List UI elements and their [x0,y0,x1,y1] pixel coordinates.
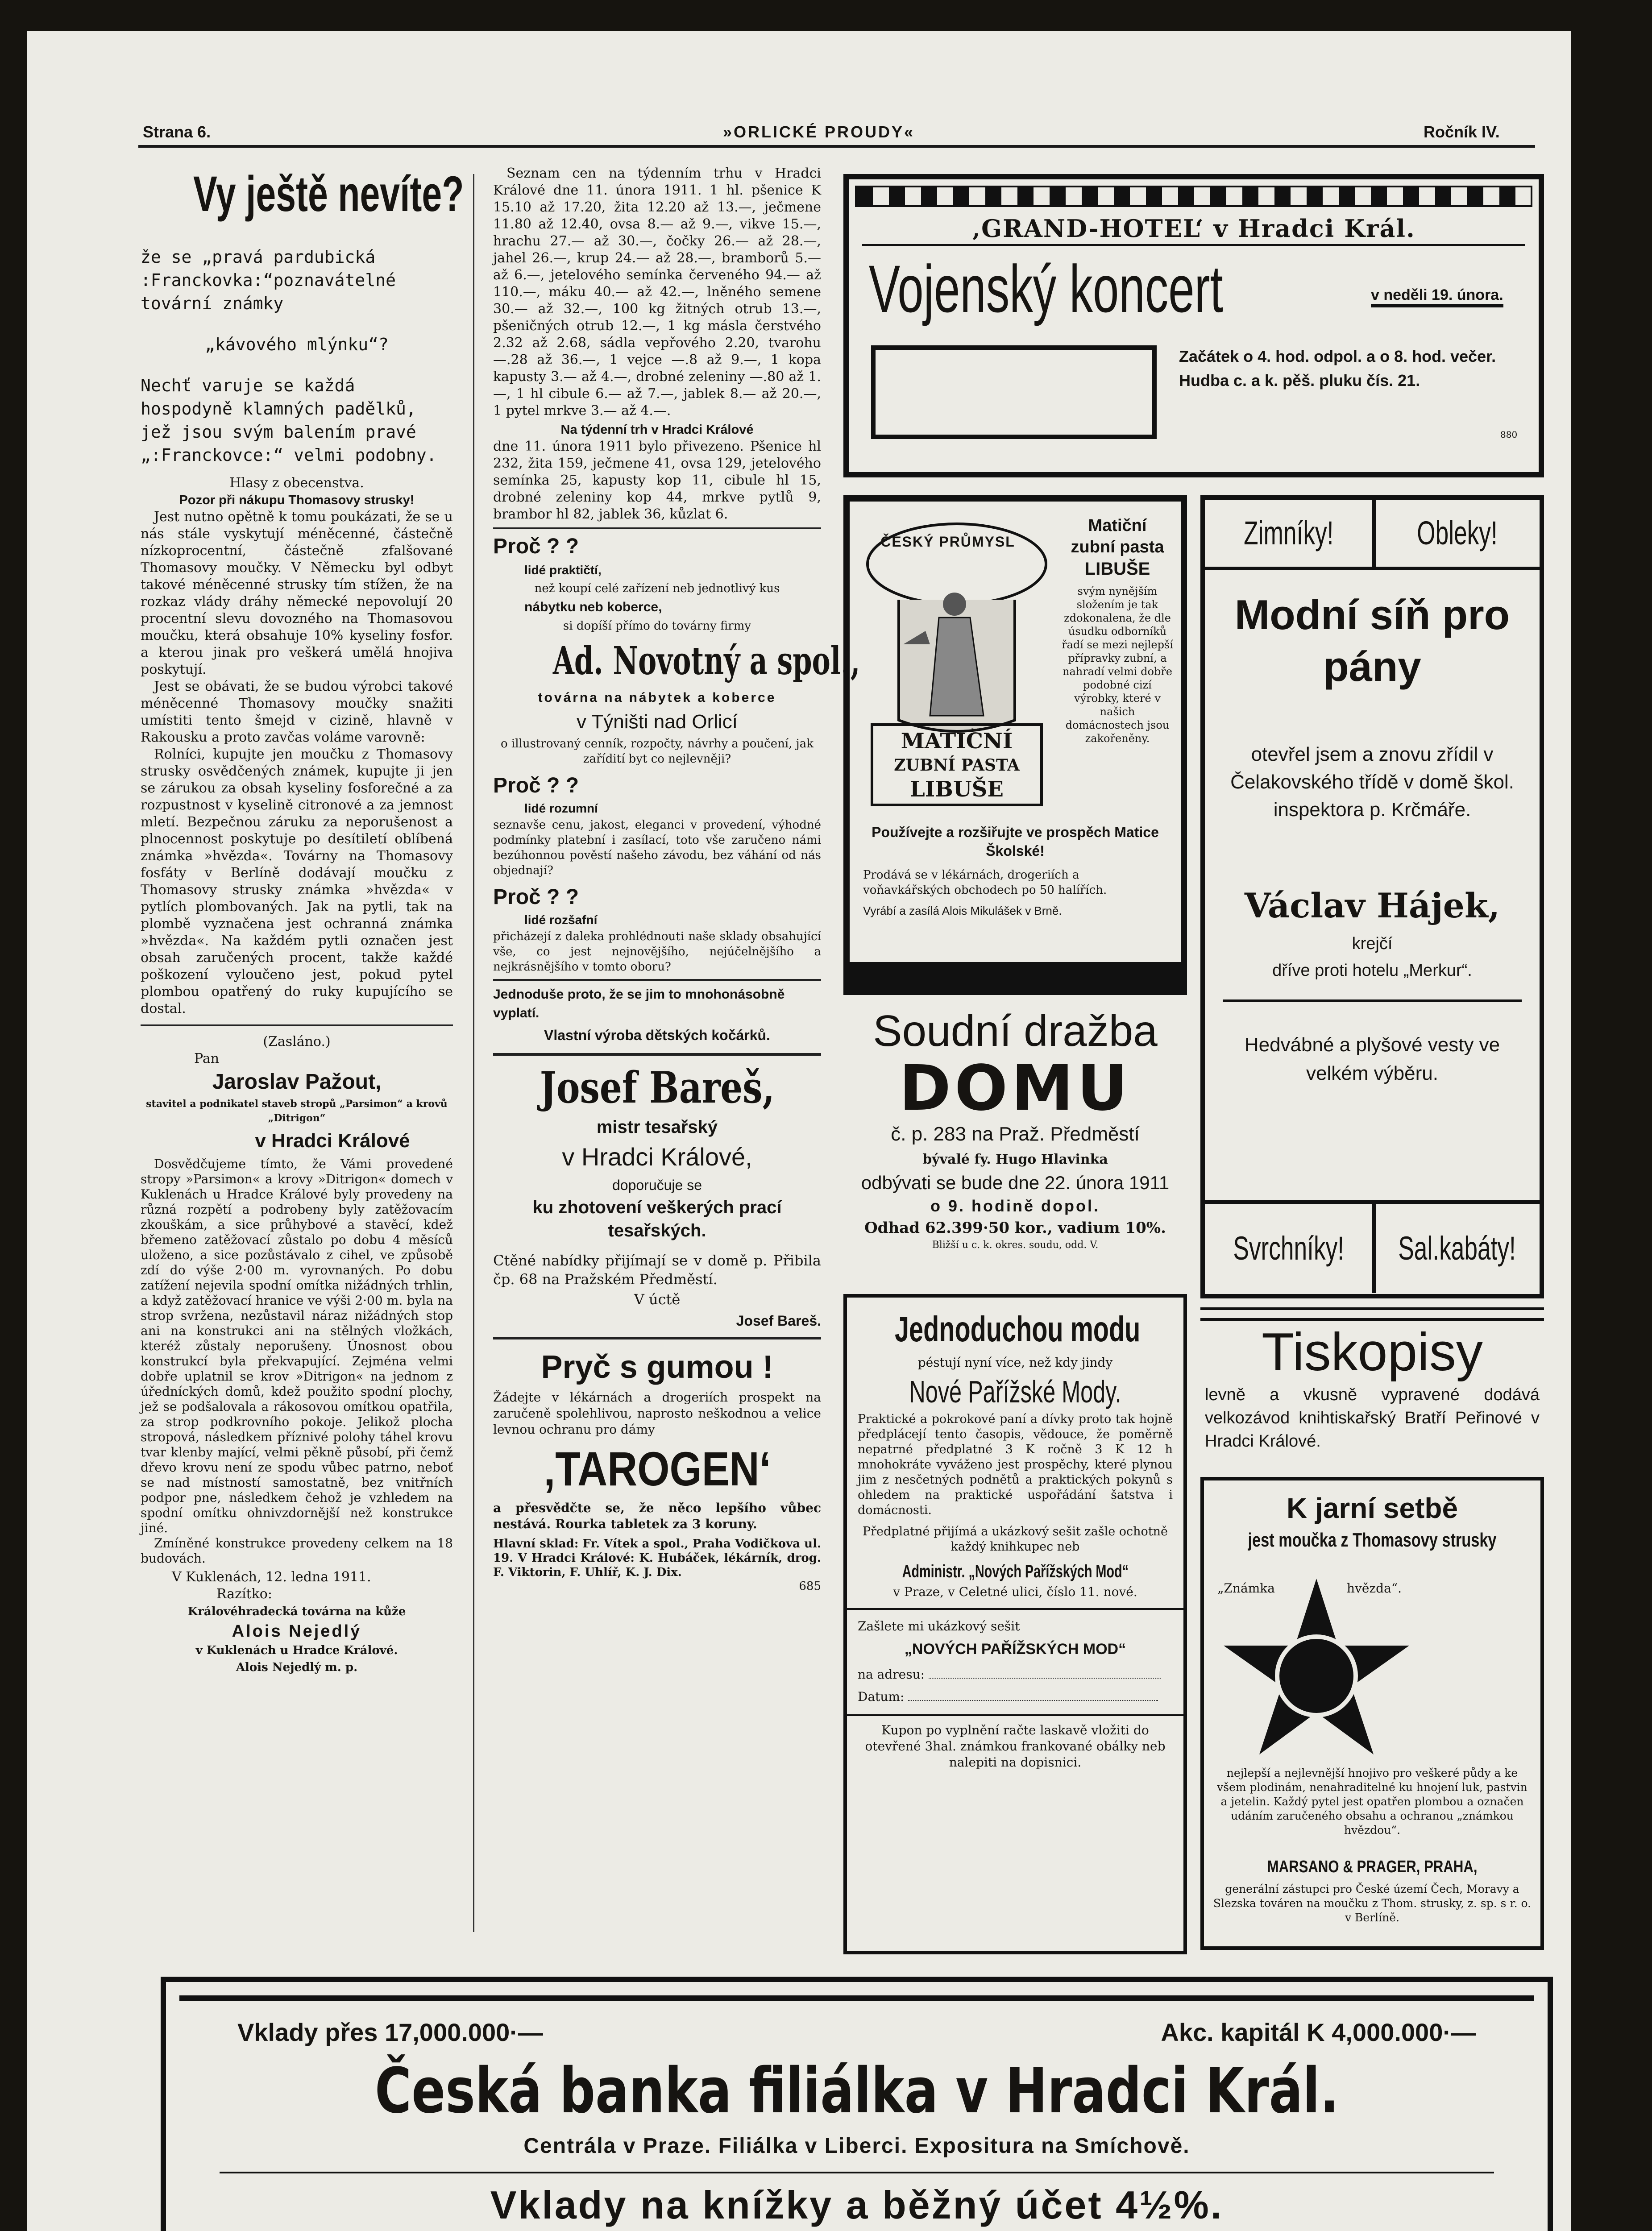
tarogen-logo: ‚TAROGEN‘ [543,1442,771,1496]
reasonable-text: seznavše cenu, jakost, eleganci v provedení, výhodné podmínky platební i zasílací, toto vše zaručeno námi bezúhonnou pověstí našeho závodu, bez váhání od nás objednají? [493,818,821,877]
bank-books: Vklady na knížky a běžný účet 4½%. [490,2183,1224,2227]
stamp-line-3: v Kuklenách u Hradce Králové. [195,1644,398,1657]
libuse-title-2: zubní pasta [1071,538,1164,556]
tube-line-2: ZUBNÍ PASTA [894,756,1020,775]
print-title: Tiskopisy [1262,1322,1483,1382]
warn-para-1: Jest nutno opětně k tomu poukázati, že se u nás stále vyskytují méněcenné, částečně nízkoprocentní, částečně zfalšované Thomasovy moučky. V Německu byl odbyt takové méněcenné strusky tím stížen, že na rozkaz vlády dráhy německé nepovolují 20 procentní slevu dovozného na Thomasovou moučku, která obsahuje 10% kyseliny fosfor. a kterou jinak pro veškerá umělá hnojiva poskytují. [141,509,453,677]
thomas-ad [1200,1477,1544,1950]
letter-date: V Kuklenách, 12. ledna 1911. [172,1569,371,1585]
tarogen-text: a přesvědčte se, že něco lepšího vůbec nestává. Rourka tabletek za 3 koruny. [493,1501,821,1531]
header-rule [138,145,1535,148]
why-heading-3: Proč ? ? [493,885,579,909]
typed-line-3: Nechť varuje se každá hospodyně klamných padělků, jež jsou svým balením pravé „:Franckovce:“ velmi podobny. [141,376,437,465]
thomas-firm: MARSANO & PRAGER, PRAHA, [1267,1858,1478,1876]
thomas-title-2: jest moučka z Thomasovy strusky [1248,1529,1497,1551]
thomas-title-1: K jarní setbě [1286,1492,1458,1524]
tailor-tag-4: Sal.kabáty! [1398,1230,1516,1267]
tailor-tag-3: Svrchníky! [1233,1230,1344,1267]
auction-owner: bývalé fy. Hugo Hlavinka [922,1152,1108,1167]
market-prices: Seznam cen na týdenním trhu v Hradci Králové dne 11. února 1911. 1 hl. pšenice K 15.10 až 17.20, žita 12.20 až 13.—, ječmene 11.80 až 12.40, ovsa 8.— až 9.—, vikve 15.—, hrachu 27.— až 30.—, čočky 26.— až 28.—, jahel 26.—, krup 24.— až 28.—, bramborů 5.— až 6.—, jetelového semínka červeného 94.— až 110.—, máku 40.— až 42.—, lněného semene 30.— až 32.—, 100 kg žitných otrub 13.—, pšeničných otrub 12.—, 1 kg másla čerstvého 2.32 až 2.68, sádla vepřového 2.20, tvarohu —.28 až 36.—, 1 vejce —.8 až 9.—, 1 kopa kapusty 3.— až 4.—, drobné zeleniny —.80 až 1.—, 1 hl cibule 6.— až 7.—, jablek 8.— až 20.—, 1 pytel mrkve 3.— až 4.—. [493,166,821,419]
pan-label: Pan [194,1051,220,1066]
coupon-address-field[interactable] [929,1678,1161,1679]
auction-address: č. p. 283 na Praž. Předměstí [891,1123,1140,1145]
concert-info: Začátek o 4. hod. odpol. a o 8. hod. večer. Hudba c. a k. pěš. pluku čís. 21. [1179,347,1496,390]
libuse-text: svým nynějším složením je tak zdokonalena, že dle úsudku odborníků řadí se mezi nejlepší přípravky zubní, a nahradí velmi dobře podobné cizí výrobky, které v našich domácnostech jsou zakořeněny. [1062,585,1173,745]
auction-when: odbývati se bude dne 22. února 1911 [861,1172,1170,1193]
bank-capital: Akc. kapitál K 4,000.000·— [1161,2018,1476,2046]
fashion-name: Nové Pařížské Mody. [909,1374,1121,1409]
hotel-name: ‚GRAND-HOTEL‘ v Hradci Král. [972,214,1415,243]
thomas-text: nejlepší a nejlevnější hnojivo pro veškeré půdy a ke všem plodinám, nenahraditelné ku hnojení luk, pastvin a jetelin. Každý pytel jest opatřen plombou a označen udáním zaručeného obsahu a ochranou „známkou hvězdou“. [1217,1767,1527,1837]
letter-text: Dosvědčujeme tímto, že Vámi provedené stropy »Parsimon« a krovy »Ditrigon« domech v Kuklenách u Hradce Králové byly provedeny na různá rozpětí a podrobeny byly zatěžovacím zkouškám, a sice průhybové a stavěcí, kdež břemeno zatěžovací zůstalo po dobu 4 měsíců uloženo, a sice pozůstávalo z cihel, ve způsobě zdí do výše 2·00 m. vyrovnaných. Po dobu zatížení nejevila spodní omítka nižádných trhlin, a když zatěžovací hranice ve výši 2·00 m. byla na strop svržena, nezůstavil náraz nižádných stop ani na konstrukci ani na stělných vložkách, kteréž zůstaly neporušeny. Únosnost obou konstrukcí byla překvapující. Zejména velmi dobře uplatnil se krov »Ditrigon« na jednom z úředníckých domů, kdež použito spodní plochy, jež se podšalovala a rákosovou omítkou opatřila, za strop podkrovního pokoje. Jelikož plocha stropová, následkem příznivé polohy táhel krovu tvar klenby mající, velmi pěkně působí, při čemž dřevo krovu není ze spodu vůbec patrno, neboť se nad místností samostatně, bez vnitřních podpor pne, následkem čehož je vzhledem na spodní omítku ohnivzdornější než konstrukce jiné. [141,1157,453,1535]
gumou-text: Žádejte v lékárnách a drogeriích prospekt na zaručeně spolehlivou, naprosto neškodnou a velice levnou ochranu pro dámy [493,1390,821,1437]
print-ad [1200,1307,1544,1459]
practical-text: než koupí celé zařízení neb jednotlivý kus [534,582,780,595]
warn-para-2: Jest se obávati, že se budou výrobci takové méněcenné Thomasovy moučky snažiti umístiti tento šmejd v cizině, hlavně v Rakousku a proto zavčas voláme varovně: [141,679,453,745]
fashion-text: Praktické a pokrokové paní a dívky proto tak hojně předplácejí tento časopis, vědouce, že poměrně nepatrné předplatné 3 K ročně 3 K 12 h mnohokráte vyváženo jest prospěchy, které plynou jim z nesčetných podnětů a praktických pokynů s ohledem na praktické uspořádání šatstva i domácnosti. [858,1412,1173,1517]
warn-title: Pozor při nákupu Thomasovy strusky! [179,493,415,507]
column-2 [493,165,860,1963]
tarogen-shop: Hlavní sklad: Fr. Vítek a spol., Praha Vodičkova ul. 19. V Hradci Králové: K. Hubáček, lékárník, drog. F. Viktorin, F. Uhlíř, K. J. Dix. [493,1537,821,1579]
separator [141,1024,453,1026]
why-heading-1: Proč ? ? [493,535,579,558]
thomas-mark-1: „Známka [1217,1581,1275,1596]
separator [493,979,821,981]
tailor-where: dříve proti hotelu „Merkur“. [1272,961,1472,980]
art-nouveau-frame [855,186,1532,207]
ad-number: 880 [1500,429,1518,440]
fashion-prepaid: Předplatné přijímá a ukázkový sešit zašle ochotně každý knihkupec neb [862,1525,1168,1554]
stamp-line-4: Alois Nejedlý m. p. [236,1661,358,1674]
novotny-trade: továrna na nábytek a koberce [538,690,776,705]
libuse-title-1: Matiční [1088,516,1147,535]
star-icon [1209,1570,1424,1766]
separator [493,1337,821,1339]
print-text: levně a vkusně vypravené dodává velkozávod knihtiskařský Bratří Peřinové v Hradci Králové. [1205,1385,1540,1451]
stamp-label: Razítko: [216,1586,272,1602]
libuse-title-3: LIBUŠE [1084,559,1150,579]
contractor-city: v Hradci Králové [255,1130,410,1152]
concert-title: Vojenský koncert [869,251,1223,326]
blank-panel [871,345,1157,439]
bares-regards: V úctě [634,1291,681,1308]
novotny-firm: Ad. Novotný a spol., [552,639,860,684]
tailor-tag-2: Obleky! [1416,514,1498,552]
newspaper-page [27,31,1571,2231]
fashion-admin-addr: v Praze, v Celetné ulici, číslo 11. nové. [893,1584,1137,1599]
coupon-date-label: Datum: [858,1689,905,1704]
bares-name: Josef Bareš, [540,1062,775,1113]
letter-note: Zmíněné konstrukce provedeny celkem na 18 budovách. [141,1536,453,1566]
typed-line-2: „kávového mlýnku“? [205,335,389,354]
badge-text: ČESKÝ PRŮMYSL [880,534,1015,550]
libuse-use: Používejte a rozšiřujte ve prospěch Matice Školské! [872,824,1159,859]
furniture-text: si dopíší přímo do továrny firmy [563,619,751,633]
bares-trade: mistr tesařský [596,1117,718,1137]
bares-city: v Hradci Králové, [562,1143,752,1171]
bank-ad [161,1977,1553,2231]
stamp-line-2: Alois Nejedlý [232,1622,362,1641]
libuse-ad [843,495,1187,995]
coupon-instructions: Kupon po vyplnění račte laskavě vložiti do otevřené 3hal. známkou frankované obálky neb nalepiti na dopisnici. [865,1723,1166,1770]
stamp-line-1: Královéhradecká továrna na kůže [187,1605,406,1618]
market2-title: Na týdenní trh v Hradci Králové [560,423,754,437]
paper-title: »ORLICKÉ PROUDY« [723,123,915,141]
own-production: Vlastní výroba dětských kočárků. [544,1027,770,1043]
furniture: nábytku neb koberce, [524,600,662,614]
reasonable: lidé rozumní [524,801,598,815]
page-number: Strana 6. [143,123,211,141]
tailor-title: Modní síň pro pány [1234,591,1510,690]
coupon-address-label: na adresu: [858,1667,925,1682]
auction-title: Soudní dražba [873,1006,1158,1055]
fashion-admin: Administr. „Nových Pařížských Mod“ [902,1562,1129,1581]
tube-line-3: LIBUŠE [910,777,1004,802]
coupon-magazine: „NOVÝCH PAŘÍŽSKÝCH MOD“ [904,1641,1126,1658]
tailor-vests: Hedvábné a plyšové vesty ve velkém výběru. [1244,1034,1500,1084]
thoughtful-text: přicházejí z daleka prohlédnouti naše sklady obsahující vše, co jest nejnovějšího, nejúčelnějšího a nejkrásnějšího v tomto oboru? [493,930,821,974]
coupon-send: Zašlete mi ukázkový sešit [858,1619,1020,1634]
auction-time: o 9. hodině dopol. [930,1197,1100,1215]
fashion-ad [843,1294,1187,1954]
tailor-tag-1: Zimníky! [1243,514,1334,552]
bares-work: ku zhotovení veškerých prací tesařských. [532,1198,782,1240]
bank-branches: Centrála v Praze. Filiálka v Liberci. Expositura na Smíchově. [523,2134,1190,2158]
volume-number: Ročník IV. [1424,123,1500,141]
bank-deposits: Vklady přes 17,000.000·— [237,2018,543,2046]
why-heading-2: Proč ? ? [493,774,579,797]
grand-hotel-ad [843,174,1544,477]
auction-ad [843,1004,1187,1272]
section-source: Hlasy z obecenstva. [229,475,364,491]
contractor-trade: stavitel a podnikatel staveb stropů „Parsimon“ a krovů „Ditrigon“ [146,1098,448,1124]
concert-date: v neděli 19. února. [1371,286,1503,307]
thomas-agent: generální zástupci pro České území Čech, Moravy a Slezska továren na moučku z Thom. strusky, z. sp. s r. o. v Berlíně. [1213,1883,1532,1924]
contractor-name: Jaroslav Pažout, [212,1070,382,1094]
separator [493,527,821,529]
thomas-mark-2: hvězda“. [1347,1581,1402,1596]
market-arrivals: dne 11. února 1911 bylo přivezeno. Pšenice hl 232, žita 159, ječmene 41, ovsa 129, jetelového semínka 25, kapusty kop 11, cibule hl 15, drobné zeleniny kop 44, mrkve pytlů 9, brambor hl 82, jablek 36, kůzlat 6. [493,439,821,522]
novotny-text: o illustrovaný cenník, rozpočty, návrhy a poučení, jak zařídití byt co nejlevněji? [501,737,814,766]
novotny-city: v Týništi nad Orlicí [576,711,738,733]
column-1 [141,161,464,1968]
libuse-sold: Prodává se v lékárnách, drogeriích a voňavkářských obchodech po 50 halířích. [863,868,1107,897]
zaslano: (Zasláno.) [263,1034,331,1049]
headline: Vy ještě nevíte? [193,166,464,222]
thoughtful: lidé rozšafní [524,913,598,927]
tarogen-number: 685 [799,1580,821,1593]
separator [493,1053,821,1056]
tube-line-1: MATIČNÍ [901,729,1013,754]
tailor-ad [1200,495,1544,1298]
column-divider [473,174,474,1932]
fashion-title: Jednoduchou modu [895,1309,1141,1349]
bank-name: Česká banka filiálka v Hradci Král. [374,2055,1339,2127]
coupon-date-field[interactable] [908,1700,1158,1701]
tailor-name: Václav Hájek, [1244,886,1500,925]
auction-court: Bližší u c. k. okres. soudu, odd. V. [932,1240,1099,1251]
practical: lidé praktičtí, [524,563,602,577]
gumou-title: Pryč s gumou ! [541,1349,773,1385]
typed-line-1: že se „pravá pardubická :Franckovka:“poznavátelné tovární známky [141,247,396,313]
tailor-trade: krejčí [1352,934,1393,953]
bares-signature: Josef Bareš. [736,1313,821,1329]
auction-value: Odhad 62.399·50 kor., vadium 10%. [864,1219,1166,1237]
answer: Jednoduše proto, že se jim to mnohonásobně vyplatí. [493,987,785,1020]
fashion-sub: péstují nyní více, než kdy jindy [917,1355,1113,1370]
bares-recommends: doporučuje se [612,1177,702,1193]
bares-text: Ctěné nabídky přijímají se v domě p. Přibila čp. 68 na Pražském Předměstí. [493,1252,821,1288]
auction-domu: DOMU [899,1052,1132,1125]
libuse-maker: Vyrábí a zasílá Alois Mikulášek v Brně. [863,904,1062,917]
tailor-text: otevřel jsem a znovu zřídil v Čelakovského třídě v domě škol. inspektora p. Krčmáře. [1230,743,1514,821]
warn-para-3: Rolníci, kupujte jen moučku z Thomasovy strusky osvědčených známek, kupujte ji jen se zárukou za obsah kyseliny fosforečné a za rozpustnost v kyselině citronové a za jemnost mletí. Bezpečnou záruku za neporušenost a plnocennost poskytuje po desítiletí oblíbená známka »hvězda«. Továrny na Thomasovy fosfáty v Berlíně dodávají moučku z Thomasovy strusky známka »hvězda« v pytlích plombovaných. Jak na pytli, tak na plombě vyznačena jest ochranná známka »hvězda«. Na každém pytli označen jest obsah zaručených procent, takže každé poškození vyloučeno jest, pokud pytel plombou opatřený do ruky kupujícího se dostal. [141,746,453,1016]
